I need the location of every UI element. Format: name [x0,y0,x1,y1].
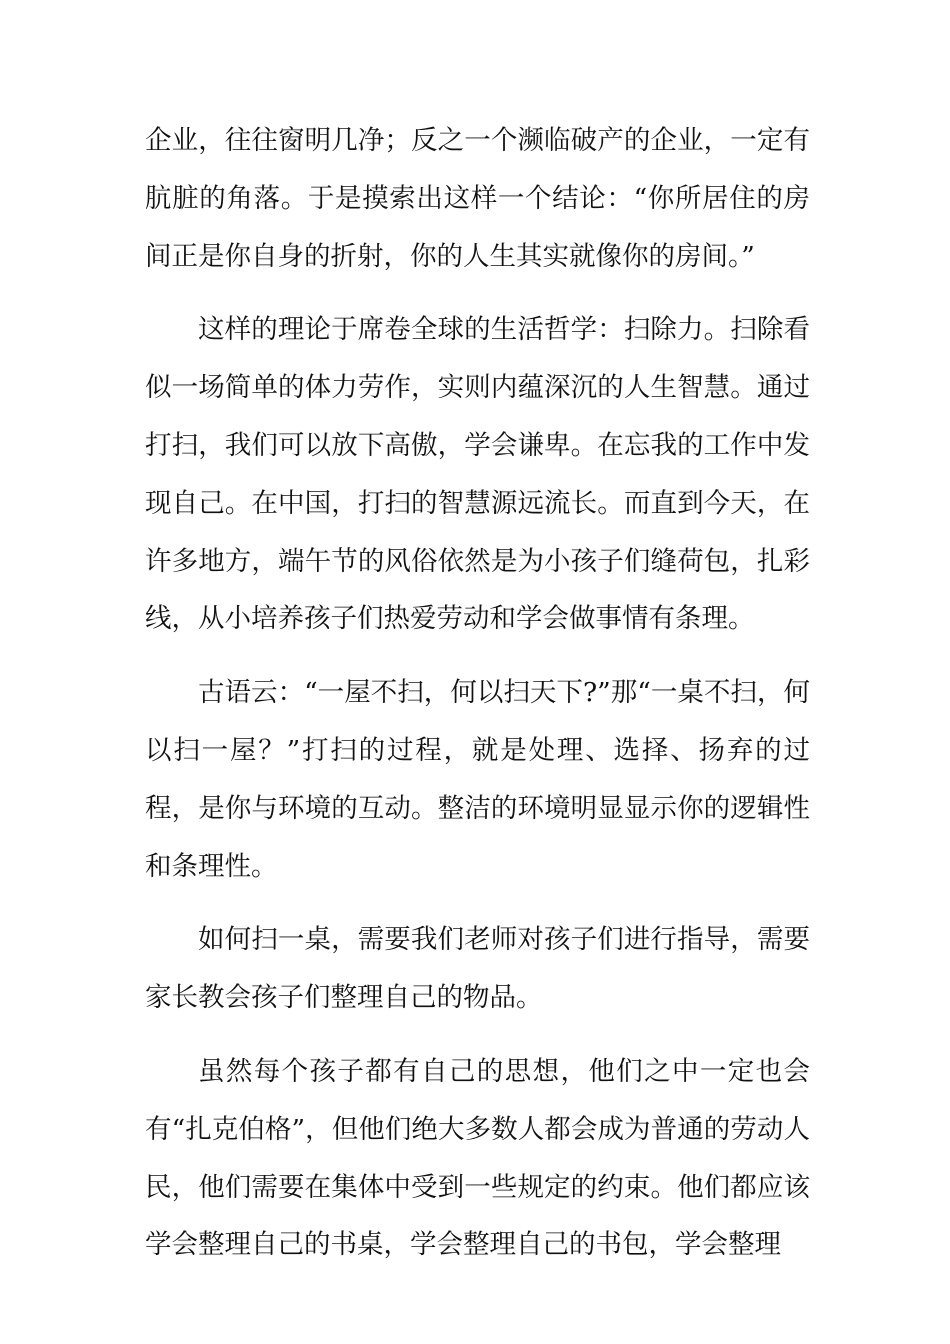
paragraph-1: 企业，往往窗明几净；反之一个濒临破产的企业，一定有肮脏的角落。于是摸索出这样一个结论：“你所居住的房间正是你自身的折射，你的人生其实就像你的房间。” [145,125,810,272]
paragraph-3: 古语云：“一屋不扫，何以扫天下?”那“一桌不扫，何以扫一屋？”打扫的过程，就是处理、选择、扬弃的过程，是你与环境的互动。整洁的环境明显显示你的逻辑性和条理性。 [145,677,810,882]
document-body [145,112,810,1274]
paragraph-4: 如何扫一桌，需要我们老师对孩子们进行指导，需要家长教会孩子们整理自己的物品。 [145,924,810,1014]
paragraph-2: 这样的理论于席卷全球的生活哲学：扫除力。扫除看似一场简单的体力劳作，实则内蕴深沉的人生智慧。通过打扫，我们可以放下高傲，学会谦卑。在忘我的工作中发现自己。在中国，打扫的智慧源远流长。而直到今天，在许多地方，端午节的风俗依然是为小孩子们缝荷包，扎彩线，从小培养孩子们热爱劳动和学会做事情有条理。 [145,314,810,635]
paragraph-5: 虽然每个孩子都有自己的思想，他们之中一定也会有“扎克伯格”，但他们绝大多数人都会成为普通的劳动人民，他们需要在集体中受到一些规定的约束。他们都应该学会整理自己的书桌，学会整理自己的书包，学会整理 [145,1055,810,1261]
